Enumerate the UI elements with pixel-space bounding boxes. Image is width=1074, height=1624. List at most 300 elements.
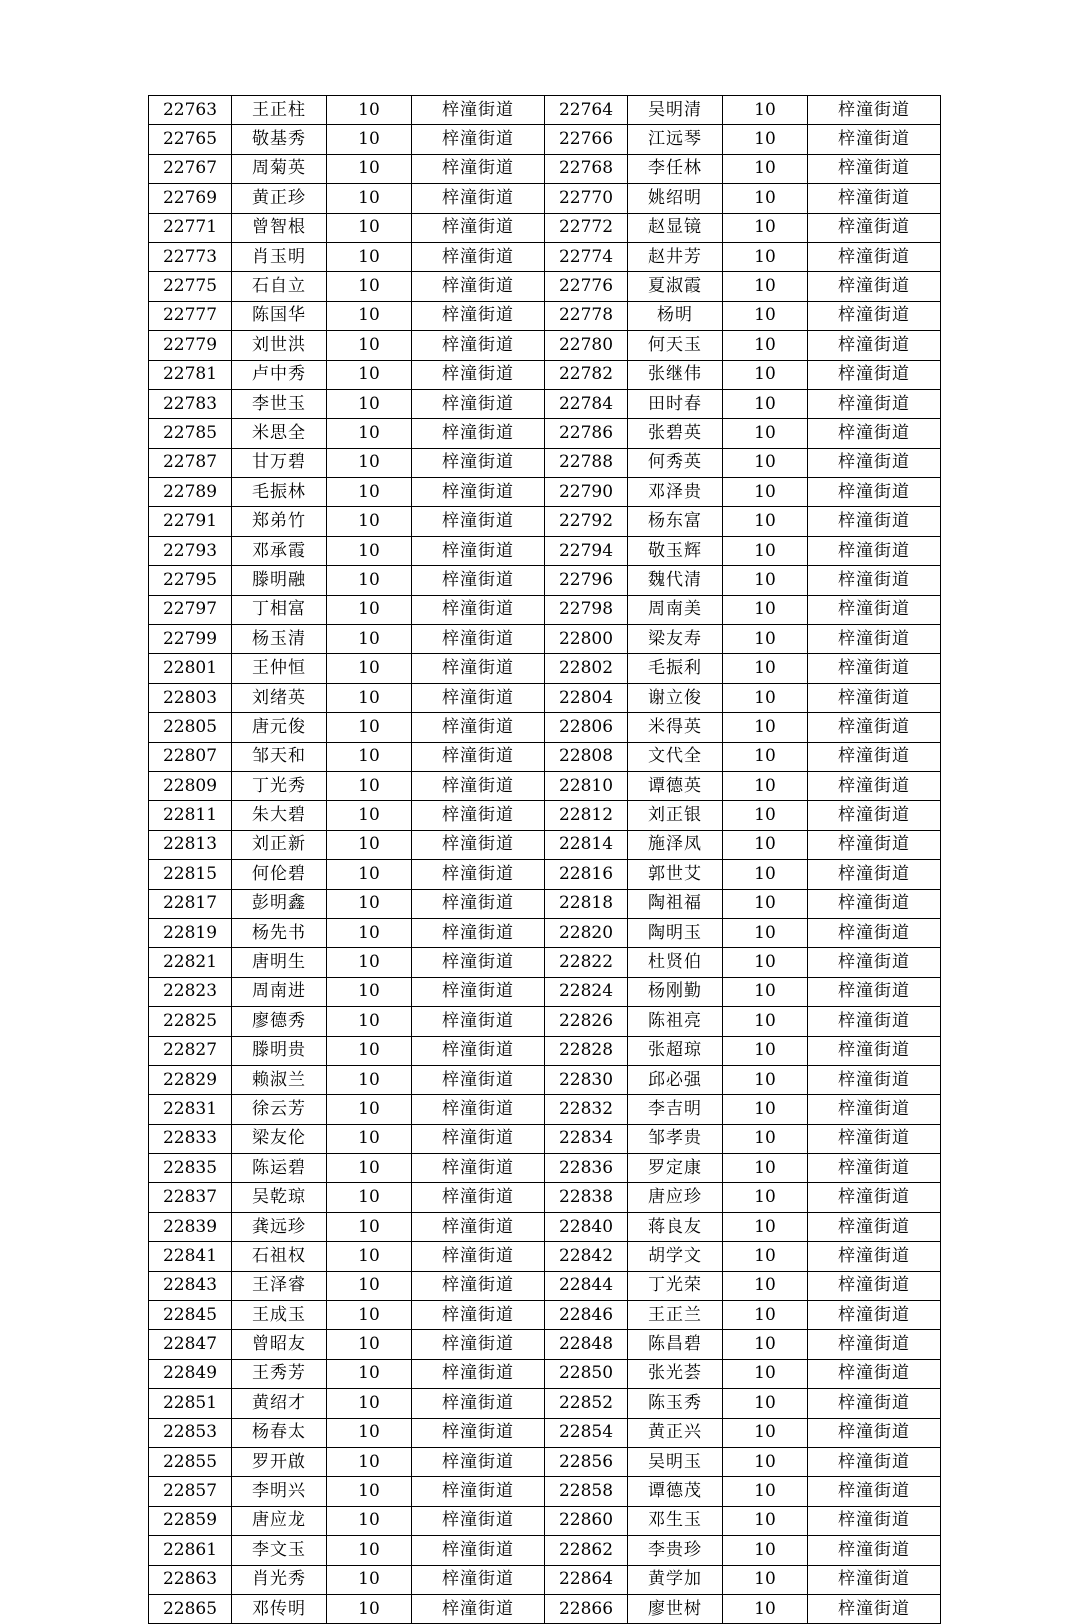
cell-num-right: 10 — [723, 1594, 808, 1623]
cell-id-left: 22841 — [149, 1242, 232, 1271]
cell-num-left: 10 — [327, 1565, 412, 1594]
table-row — [149, 713, 941, 742]
cell-id-left: 22817 — [149, 889, 232, 918]
cell-name-right: 邓生玉 — [628, 1506, 723, 1535]
cell-num-right: 10 — [723, 125, 808, 154]
cell-name-left: 肖玉明 — [232, 242, 327, 271]
cell-num-left: 10 — [327, 1242, 412, 1271]
cell-num-left: 10 — [327, 1594, 412, 1623]
cell-name-right: 李贵珍 — [628, 1536, 723, 1565]
cell-id-right: 22776 — [545, 272, 628, 301]
cell-id-right: 22854 — [545, 1418, 628, 1447]
cell-id-left: 22829 — [149, 1065, 232, 1094]
table-row — [149, 1447, 941, 1476]
cell-name-left: 刘正新 — [232, 830, 327, 859]
table-row — [149, 1095, 941, 1124]
cell-name-left: 唐应龙 — [232, 1506, 327, 1535]
cell-area-right: 梓潼街道 — [808, 1242, 941, 1271]
cell-num-right: 10 — [723, 242, 808, 271]
cell-id-left: 22809 — [149, 771, 232, 800]
cell-num-left: 10 — [327, 1036, 412, 1065]
cell-name-right: 谭德茂 — [628, 1477, 723, 1506]
cell-area-right: 梓潼街道 — [808, 683, 941, 712]
cell-area-left: 梓潼街道 — [412, 1447, 545, 1476]
cell-num-left: 10 — [327, 1065, 412, 1094]
cell-num-right: 10 — [723, 771, 808, 800]
table-row — [149, 595, 941, 624]
cell-id-left: 22807 — [149, 742, 232, 771]
cell-name-left: 丁光秀 — [232, 771, 327, 800]
cell-id-left: 22795 — [149, 566, 232, 595]
cell-num-right: 10 — [723, 419, 808, 448]
cell-id-left: 22801 — [149, 654, 232, 683]
cell-id-left: 22805 — [149, 713, 232, 742]
cell-num-left: 10 — [327, 1183, 412, 1212]
cell-num-right: 10 — [723, 683, 808, 712]
cell-id-left: 22777 — [149, 301, 232, 330]
cell-name-right: 杨刚勤 — [628, 977, 723, 1006]
cell-name-right: 胡学文 — [628, 1242, 723, 1271]
cell-num-left: 10 — [327, 1359, 412, 1388]
cell-id-left: 22851 — [149, 1389, 232, 1418]
cell-id-left: 22843 — [149, 1271, 232, 1300]
table-row — [149, 360, 941, 389]
table-row — [149, 1124, 941, 1153]
cell-area-right: 梓潼街道 — [808, 1212, 941, 1241]
cell-id-left: 22791 — [149, 507, 232, 536]
table-row — [149, 1271, 941, 1300]
cell-id-right: 22808 — [545, 742, 628, 771]
cell-area-right: 梓潼街道 — [808, 566, 941, 595]
cell-area-left: 梓潼街道 — [412, 918, 545, 947]
cell-id-right: 22778 — [545, 301, 628, 330]
cell-id-right: 22768 — [545, 154, 628, 183]
cell-name-right: 赵井芳 — [628, 242, 723, 271]
cell-id-left: 22789 — [149, 478, 232, 507]
cell-name-right: 唐应珍 — [628, 1183, 723, 1212]
cell-num-left: 10 — [327, 301, 412, 330]
cell-area-left: 梓潼街道 — [412, 683, 545, 712]
cell-id-right: 22830 — [545, 1065, 628, 1094]
cell-name-right: 梁友寿 — [628, 625, 723, 654]
cell-area-left: 梓潼街道 — [412, 272, 545, 301]
cell-area-left: 梓潼街道 — [412, 1036, 545, 1065]
cell-id-right: 22810 — [545, 771, 628, 800]
cell-num-right: 10 — [723, 478, 808, 507]
cell-area-right: 梓潼街道 — [808, 184, 941, 213]
table-row — [149, 1359, 941, 1388]
cell-name-left: 滕明贵 — [232, 1036, 327, 1065]
cell-id-right: 22798 — [545, 595, 628, 624]
cell-name-right: 张继伟 — [628, 360, 723, 389]
cell-name-right: 陶祖福 — [628, 889, 723, 918]
cell-num-right: 10 — [723, 1007, 808, 1036]
table-row — [149, 213, 941, 242]
cell-area-left: 梓潼街道 — [412, 1183, 545, 1212]
cell-name-left: 郑弟竹 — [232, 507, 327, 536]
cell-num-right: 10 — [723, 301, 808, 330]
cell-id-right: 22864 — [545, 1565, 628, 1594]
table-row — [149, 977, 941, 1006]
cell-name-left: 赖淑兰 — [232, 1065, 327, 1094]
cell-id-left: 22823 — [149, 977, 232, 1006]
cell-name-right: 邱必强 — [628, 1065, 723, 1094]
cell-num-right: 10 — [723, 1477, 808, 1506]
cell-name-right: 魏代清 — [628, 566, 723, 595]
cell-name-right: 黄正兴 — [628, 1418, 723, 1447]
cell-area-right: 梓潼街道 — [808, 713, 941, 742]
cell-name-left: 毛振林 — [232, 478, 327, 507]
cell-num-left: 10 — [327, 125, 412, 154]
cell-num-right: 10 — [723, 1506, 808, 1535]
cell-name-left: 王正柱 — [232, 96, 327, 125]
cell-name-right: 谭德英 — [628, 771, 723, 800]
cell-name-right: 毛振利 — [628, 654, 723, 683]
cell-num-left: 10 — [327, 830, 412, 859]
cell-id-right: 22824 — [545, 977, 628, 1006]
cell-id-right: 22844 — [545, 1271, 628, 1300]
cell-name-left: 李明兴 — [232, 1477, 327, 1506]
cell-area-left: 梓潼街道 — [412, 889, 545, 918]
cell-name-right: 李任林 — [628, 154, 723, 183]
cell-num-left: 10 — [327, 1418, 412, 1447]
cell-id-left: 22853 — [149, 1418, 232, 1447]
cell-name-left: 邓承霞 — [232, 536, 327, 565]
cell-id-left: 22779 — [149, 331, 232, 360]
cell-name-left: 卢中秀 — [232, 360, 327, 389]
cell-name-right: 施泽凤 — [628, 830, 723, 859]
cell-name-left: 唐元俊 — [232, 713, 327, 742]
cell-area-left: 梓潼街道 — [412, 331, 545, 360]
cell-num-left: 10 — [327, 742, 412, 771]
cell-area-right: 梓潼街道 — [808, 1007, 941, 1036]
cell-num-right: 10 — [723, 1271, 808, 1300]
cell-area-left: 梓潼街道 — [412, 301, 545, 330]
cell-name-left: 龚远珍 — [232, 1212, 327, 1241]
cell-id-left: 22785 — [149, 419, 232, 448]
cell-num-left: 10 — [327, 1330, 412, 1359]
table-row — [149, 96, 941, 125]
cell-name-left: 黄绍才 — [232, 1389, 327, 1418]
cell-id-left: 22815 — [149, 860, 232, 889]
table-row — [149, 507, 941, 536]
cell-area-right: 梓潼街道 — [808, 1301, 941, 1330]
cell-num-left: 10 — [327, 154, 412, 183]
cell-area-left: 梓潼街道 — [412, 389, 545, 418]
cell-num-left: 10 — [327, 771, 412, 800]
cell-area-right: 梓潼街道 — [808, 478, 941, 507]
cell-name-right: 文代全 — [628, 742, 723, 771]
cell-id-left: 22837 — [149, 1183, 232, 1212]
cell-id-right: 22834 — [545, 1124, 628, 1153]
cell-area-left: 梓潼街道 — [412, 1594, 545, 1623]
cell-area-left: 梓潼街道 — [412, 478, 545, 507]
cell-num-right: 10 — [723, 448, 808, 477]
cell-id-right: 22818 — [545, 889, 628, 918]
cell-area-right: 梓潼街道 — [808, 1065, 941, 1094]
table-row — [149, 1007, 941, 1036]
cell-id-left: 22775 — [149, 272, 232, 301]
cell-id-left: 22847 — [149, 1330, 232, 1359]
cell-num-right: 10 — [723, 1330, 808, 1359]
table-row — [149, 1536, 941, 1565]
cell-name-left: 李文玉 — [232, 1536, 327, 1565]
cell-area-left: 梓潼街道 — [412, 96, 545, 125]
cell-num-right: 10 — [723, 507, 808, 536]
table-row — [149, 1301, 941, 1330]
cell-num-left: 10 — [327, 419, 412, 448]
cell-name-right: 李吉明 — [628, 1095, 723, 1124]
cell-id-right: 22772 — [545, 213, 628, 242]
table-row — [149, 1389, 941, 1418]
cell-id-left: 22793 — [149, 536, 232, 565]
cell-name-right: 廖世树 — [628, 1594, 723, 1623]
table-row — [149, 331, 941, 360]
cell-area-left: 梓潼街道 — [412, 1007, 545, 1036]
cell-name-left: 王成玉 — [232, 1301, 327, 1330]
cell-num-left: 10 — [327, 1301, 412, 1330]
cell-area-left: 梓潼街道 — [412, 1506, 545, 1535]
cell-name-left: 杨先书 — [232, 918, 327, 947]
table-row — [149, 1477, 941, 1506]
roster-table — [148, 95, 941, 1624]
cell-name-left: 李世玉 — [232, 389, 327, 418]
cell-area-left: 梓潼街道 — [412, 419, 545, 448]
cell-area-left: 梓潼街道 — [412, 771, 545, 800]
cell-num-right: 10 — [723, 184, 808, 213]
cell-name-right: 罗定康 — [628, 1154, 723, 1183]
cell-area-left: 梓潼街道 — [412, 801, 545, 830]
cell-num-left: 10 — [327, 389, 412, 418]
table-row — [149, 1506, 941, 1535]
cell-id-left: 22821 — [149, 948, 232, 977]
cell-num-right: 10 — [723, 1242, 808, 1271]
cell-name-right: 吴明玉 — [628, 1447, 723, 1476]
cell-area-right: 梓潼街道 — [808, 96, 941, 125]
cell-name-right: 杜贤伯 — [628, 948, 723, 977]
table-row — [149, 948, 941, 977]
cell-num-left: 10 — [327, 1536, 412, 1565]
cell-num-left: 10 — [327, 977, 412, 1006]
table-row — [149, 125, 941, 154]
cell-area-left: 梓潼街道 — [412, 1271, 545, 1300]
cell-id-right: 22820 — [545, 918, 628, 947]
cell-area-right: 梓潼街道 — [808, 1124, 941, 1153]
cell-name-left: 王仲恒 — [232, 654, 327, 683]
cell-id-left: 22819 — [149, 918, 232, 947]
cell-id-left: 22859 — [149, 1506, 232, 1535]
cell-area-left: 梓潼街道 — [412, 860, 545, 889]
cell-num-right: 10 — [723, 625, 808, 654]
cell-name-left: 王泽睿 — [232, 1271, 327, 1300]
cell-name-right: 张超琼 — [628, 1036, 723, 1065]
cell-id-left: 22781 — [149, 360, 232, 389]
cell-id-left: 22769 — [149, 184, 232, 213]
cell-num-left: 10 — [327, 625, 412, 654]
cell-num-left: 10 — [327, 96, 412, 125]
cell-name-left: 刘世洪 — [232, 331, 327, 360]
table-row — [149, 1036, 941, 1065]
cell-area-left: 梓潼街道 — [412, 1536, 545, 1565]
table-row — [149, 860, 941, 889]
table-row — [149, 683, 941, 712]
cell-name-right: 蒋良友 — [628, 1212, 723, 1241]
cell-id-left: 22803 — [149, 683, 232, 712]
cell-id-left: 22811 — [149, 801, 232, 830]
cell-area-left: 梓潼街道 — [412, 654, 545, 683]
cell-id-left: 22825 — [149, 1007, 232, 1036]
cell-num-left: 10 — [327, 566, 412, 595]
table-row — [149, 1212, 941, 1241]
cell-area-left: 梓潼街道 — [412, 713, 545, 742]
cell-area-right: 梓潼街道 — [808, 801, 941, 830]
cell-name-left: 彭明鑫 — [232, 889, 327, 918]
cell-num-right: 10 — [723, 654, 808, 683]
cell-num-left: 10 — [327, 448, 412, 477]
cell-num-right: 10 — [723, 1095, 808, 1124]
cell-area-left: 梓潼街道 — [412, 125, 545, 154]
cell-id-right: 22774 — [545, 242, 628, 271]
table-row — [149, 1565, 941, 1594]
cell-name-right: 张碧英 — [628, 419, 723, 448]
cell-name-left: 曾智根 — [232, 213, 327, 242]
cell-id-right: 22764 — [545, 96, 628, 125]
cell-id-left: 22797 — [149, 595, 232, 624]
cell-id-right: 22784 — [545, 389, 628, 418]
cell-area-right: 梓潼街道 — [808, 595, 941, 624]
table-row — [149, 889, 941, 918]
cell-area-right: 梓潼街道 — [808, 860, 941, 889]
cell-num-right: 10 — [723, 889, 808, 918]
cell-num-right: 10 — [723, 272, 808, 301]
cell-area-left: 梓潼街道 — [412, 1359, 545, 1388]
cell-num-right: 10 — [723, 1183, 808, 1212]
cell-id-right: 22790 — [545, 478, 628, 507]
cell-id-left: 22835 — [149, 1154, 232, 1183]
cell-id-left: 22839 — [149, 1212, 232, 1241]
cell-id-right: 22814 — [545, 830, 628, 859]
cell-num-left: 10 — [327, 1154, 412, 1183]
cell-num-right: 10 — [723, 1565, 808, 1594]
cell-num-right: 10 — [723, 742, 808, 771]
cell-num-right: 10 — [723, 1212, 808, 1241]
cell-name-left: 陈国华 — [232, 301, 327, 330]
cell-name-left: 甘万碧 — [232, 448, 327, 477]
cell-id-right: 22794 — [545, 536, 628, 565]
cell-id-left: 22813 — [149, 830, 232, 859]
cell-name-left: 陈运碧 — [232, 1154, 327, 1183]
cell-id-right: 22806 — [545, 713, 628, 742]
cell-id-right: 22816 — [545, 860, 628, 889]
roster-table-body — [149, 96, 941, 1624]
cell-area-right: 梓潼街道 — [808, 1477, 941, 1506]
cell-area-right: 梓潼街道 — [808, 1183, 941, 1212]
cell-id-left: 22799 — [149, 625, 232, 654]
table-row — [149, 242, 941, 271]
cell-num-left: 10 — [327, 683, 412, 712]
table-row — [149, 830, 941, 859]
cell-num-right: 10 — [723, 154, 808, 183]
cell-area-left: 梓潼街道 — [412, 1301, 545, 1330]
cell-area-left: 梓潼街道 — [412, 595, 545, 624]
cell-num-left: 10 — [327, 1007, 412, 1036]
cell-area-left: 梓潼街道 — [412, 1065, 545, 1094]
cell-name-right: 郭世艾 — [628, 860, 723, 889]
cell-num-left: 10 — [327, 272, 412, 301]
cell-area-right: 梓潼街道 — [808, 1536, 941, 1565]
cell-area-right: 梓潼街道 — [808, 771, 941, 800]
cell-name-left: 周菊英 — [232, 154, 327, 183]
cell-num-right: 10 — [723, 1036, 808, 1065]
table-row — [149, 1154, 941, 1183]
cell-area-right: 梓潼街道 — [808, 301, 941, 330]
cell-num-left: 10 — [327, 1271, 412, 1300]
table-row — [149, 801, 941, 830]
cell-name-right: 刘正银 — [628, 801, 723, 830]
cell-num-left: 10 — [327, 801, 412, 830]
cell-id-right: 22782 — [545, 360, 628, 389]
cell-id-right: 22832 — [545, 1095, 628, 1124]
table-row — [149, 742, 941, 771]
cell-name-right: 陈昌碧 — [628, 1330, 723, 1359]
cell-id-left: 22855 — [149, 1447, 232, 1476]
cell-id-right: 22788 — [545, 448, 628, 477]
cell-num-right: 10 — [723, 213, 808, 242]
cell-area-right: 梓潼街道 — [808, 1271, 941, 1300]
cell-area-left: 梓潼街道 — [412, 948, 545, 977]
cell-area-left: 梓潼街道 — [412, 1095, 545, 1124]
cell-name-right: 米得英 — [628, 713, 723, 742]
cell-id-right: 22840 — [545, 1212, 628, 1241]
cell-id-right: 22860 — [545, 1506, 628, 1535]
cell-id-left: 22773 — [149, 242, 232, 271]
cell-id-left: 22845 — [149, 1301, 232, 1330]
cell-id-right: 22770 — [545, 184, 628, 213]
cell-name-left: 邓传明 — [232, 1594, 327, 1623]
cell-area-left: 梓潼街道 — [412, 1565, 545, 1594]
cell-area-right: 梓潼街道 — [808, 507, 941, 536]
cell-area-right: 梓潼街道 — [808, 742, 941, 771]
cell-name-left: 罗开啟 — [232, 1447, 327, 1476]
cell-num-right: 10 — [723, 1124, 808, 1153]
cell-name-left: 唐明生 — [232, 948, 327, 977]
cell-name-right: 赵显镜 — [628, 213, 723, 242]
cell-num-right: 10 — [723, 830, 808, 859]
cell-area-left: 梓潼街道 — [412, 507, 545, 536]
cell-area-left: 梓潼街道 — [412, 830, 545, 859]
cell-num-left: 10 — [327, 713, 412, 742]
table-row — [149, 419, 941, 448]
table-row — [149, 478, 941, 507]
cell-num-right: 10 — [723, 860, 808, 889]
cell-area-right: 梓潼街道 — [808, 1359, 941, 1388]
cell-num-left: 10 — [327, 1389, 412, 1418]
cell-num-left: 10 — [327, 478, 412, 507]
cell-area-right: 梓潼街道 — [808, 389, 941, 418]
cell-name-left: 石自立 — [232, 272, 327, 301]
cell-name-right: 黄学加 — [628, 1565, 723, 1594]
table-row — [149, 654, 941, 683]
cell-num-left: 10 — [327, 507, 412, 536]
cell-id-right: 22792 — [545, 507, 628, 536]
cell-id-right: 22802 — [545, 654, 628, 683]
cell-num-right: 10 — [723, 948, 808, 977]
cell-name-left: 石祖权 — [232, 1242, 327, 1271]
cell-id-left: 22787 — [149, 448, 232, 477]
cell-name-right: 何秀英 — [628, 448, 723, 477]
cell-area-right: 梓潼街道 — [808, 1036, 941, 1065]
table-row — [149, 918, 941, 947]
